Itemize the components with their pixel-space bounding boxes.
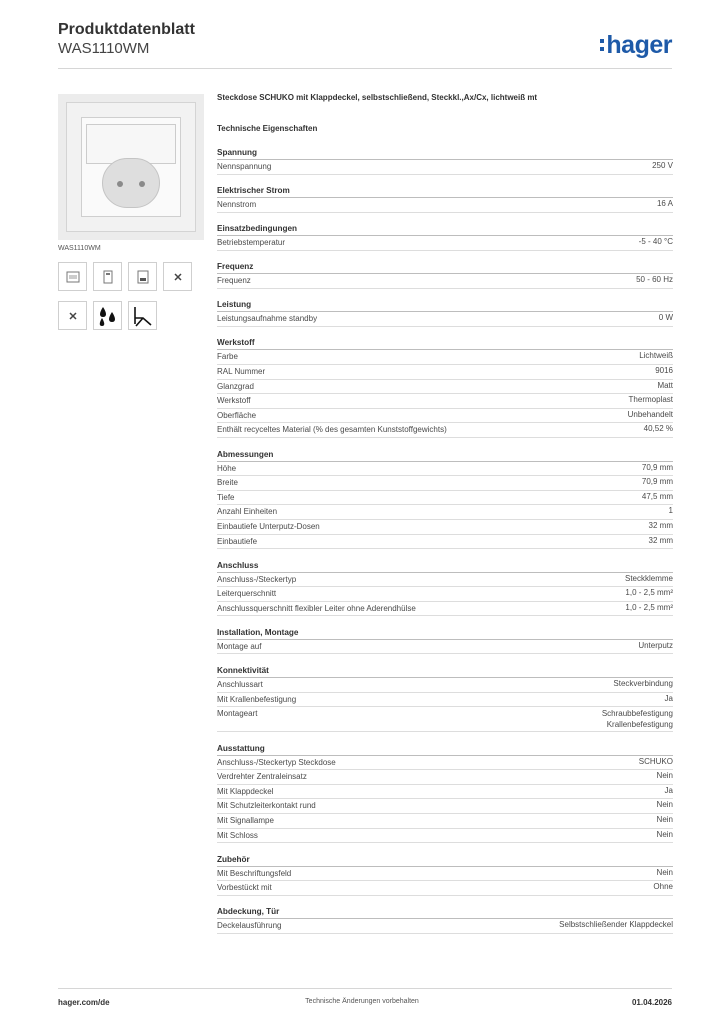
spec-value-line: 1 xyxy=(668,506,673,516)
section-title: Leistung xyxy=(217,299,673,312)
spec-label: Montage auf xyxy=(217,641,262,651)
spec-row xyxy=(217,380,673,395)
product-image xyxy=(58,94,204,240)
spec-label: Leistungsaufnahme standby xyxy=(217,314,318,324)
spec-row xyxy=(217,770,673,785)
spec-label: Deckelausführung xyxy=(217,921,282,931)
section-gap xyxy=(217,843,673,854)
technical-properties-heading: Technische Eigenschaften xyxy=(217,124,318,133)
spec-value-line: -5 - 40 °C xyxy=(638,237,673,247)
spec-value-line: SCHUKO xyxy=(638,756,673,766)
header-divider xyxy=(58,68,672,69)
spec-row xyxy=(217,365,673,380)
spec-row xyxy=(217,491,673,506)
footer-divider xyxy=(58,988,672,989)
spec-value-line: 0 W xyxy=(658,313,673,323)
spec-row xyxy=(217,505,673,520)
spec-label: Anschlussart xyxy=(217,679,263,689)
spec-label: Mit Klappdeckel xyxy=(217,786,274,796)
spec-row xyxy=(217,573,673,588)
product-description: Steckdose SCHUKO mit Klappdeckel, selbstschließend, Steckkl.,Ax/Cx, lichtweiß mt xyxy=(217,93,538,102)
section-title: Einsatzbedingungen xyxy=(217,223,673,236)
section-title: Zubehör xyxy=(217,854,673,867)
spec-value-line: Ja xyxy=(664,785,673,795)
spec-value xyxy=(652,160,673,171)
spec-value-line: Lichtweiß xyxy=(639,351,673,361)
section-title: Frequenz xyxy=(217,261,673,274)
section-gap xyxy=(217,732,673,743)
spec-label: Mit Beschriftungsfeld xyxy=(217,868,292,878)
section-gap xyxy=(217,654,673,665)
spec-row xyxy=(217,312,673,327)
spec-value-line: 32 mm xyxy=(648,535,673,545)
spec-value-line: Nein xyxy=(656,800,673,810)
spec-value-line: 250 V xyxy=(652,161,673,170)
spec-label: Vorbestückt mit xyxy=(217,883,272,893)
spec-label: Anschluss-/Steckertyp xyxy=(217,574,297,584)
plate-front-icon xyxy=(58,262,87,291)
spec-label: Einbautiefe Unterputz-Dosen xyxy=(217,521,320,531)
spec-value xyxy=(638,640,673,651)
spec-row xyxy=(217,409,673,424)
spec-value xyxy=(559,919,673,930)
spec-row xyxy=(217,587,673,602)
section-gap xyxy=(217,213,673,224)
hager-logo xyxy=(600,28,672,58)
section-gap xyxy=(217,896,673,907)
spec-label: Nennspannung xyxy=(217,162,272,171)
spec-value xyxy=(636,274,673,285)
section-gap xyxy=(217,549,673,560)
spec-label: Breite xyxy=(217,478,238,488)
section-title: Installation, Montage xyxy=(217,627,673,640)
spec-value xyxy=(657,814,673,825)
spec-row xyxy=(217,881,673,896)
section-gap xyxy=(217,175,673,186)
spec-label: Mit Schloss xyxy=(217,830,258,840)
spec-value xyxy=(625,602,673,613)
spec-row xyxy=(217,829,673,844)
spec-value-line: Steckverbindung xyxy=(613,678,673,688)
spec-value xyxy=(602,708,673,730)
spec-value xyxy=(625,587,673,598)
spec-value-line: Ohne xyxy=(653,882,673,892)
spec-value-line: Nein xyxy=(656,815,673,825)
spec-value-line: 70,9 mm xyxy=(641,477,673,487)
spec-row xyxy=(217,462,673,477)
spec-value xyxy=(669,505,673,516)
logo-dots xyxy=(600,39,604,51)
spec-value xyxy=(665,785,673,796)
spec-label: Mit Signallampe xyxy=(217,816,274,826)
spec-row xyxy=(217,476,673,491)
spec-row xyxy=(217,707,673,732)
section-gap xyxy=(217,289,673,300)
spec-label: Mit Krallenbefestigung xyxy=(217,694,297,704)
section-gap xyxy=(217,438,673,449)
section-title: Konnektivität xyxy=(217,665,673,678)
spec-value-line: Matt xyxy=(657,380,673,390)
spec-value xyxy=(628,409,673,420)
spec-value-line: Unbehandelt xyxy=(627,409,673,419)
spec-row xyxy=(217,535,673,550)
spec-label: Werkstoff xyxy=(217,396,251,406)
spec-row xyxy=(217,274,673,289)
spec-value xyxy=(625,573,673,584)
spec-label: Anschlussquerschnitt flexibler Leiter ohne Aderendhülse xyxy=(217,603,416,613)
spec-row xyxy=(217,423,673,438)
product-specifications xyxy=(217,93,673,934)
installation-symbol-icon xyxy=(128,301,157,330)
spec-value xyxy=(629,394,673,405)
spec-row xyxy=(217,756,673,771)
spec-value-line: 50 - 60 Hz xyxy=(636,275,673,285)
spec-label: Einbautiefe xyxy=(217,536,258,546)
schuko-socket xyxy=(102,158,160,208)
spec-label: Verdrehter Zentraleinsatz xyxy=(217,772,307,782)
spec-value xyxy=(639,756,673,767)
spec-label: Frequenz xyxy=(217,276,251,286)
spec-value-line: Ja xyxy=(664,693,673,703)
spec-row xyxy=(217,602,673,617)
spec-value xyxy=(649,535,673,546)
spec-row xyxy=(217,693,673,708)
socket-insert xyxy=(81,117,181,217)
spec-label: Tiefe xyxy=(217,492,235,502)
spec-label: Höhe xyxy=(217,463,237,473)
spec-label: Enthält recyceltes Material (% des gesamten Kunststoffgewichts) xyxy=(217,425,447,435)
spec-value xyxy=(642,476,673,487)
section-gap xyxy=(217,327,673,338)
image-caption: WAS1110WM xyxy=(58,245,101,252)
spec-row xyxy=(217,198,673,213)
water-drops-icon xyxy=(93,301,122,330)
spec-row xyxy=(217,785,673,800)
section-title: Elektrischer Strom xyxy=(217,185,673,198)
spec-row xyxy=(217,919,673,934)
socket-pin xyxy=(139,181,145,187)
spec-value-line: 1,0 - 2,5 mm² xyxy=(625,602,673,612)
spec-value-line: Selbstschließender Klappdeckel xyxy=(559,920,673,930)
spec-value-line: Nein xyxy=(656,771,673,781)
spec-value xyxy=(657,829,673,840)
spec-value-line: 9016 xyxy=(655,366,673,376)
product-number: WAS1110WM xyxy=(58,40,150,57)
spec-value-line: Schraubbefestigung xyxy=(601,709,673,719)
spec-value-line: Nein xyxy=(656,829,673,839)
spec-value-line: 47,5 mm xyxy=(641,491,673,501)
spec-value-line: Krallenbefestigung xyxy=(606,720,673,730)
section-gap xyxy=(217,251,673,262)
spec-row xyxy=(217,350,673,365)
spec-label: Betriebstemperatur xyxy=(217,238,286,248)
pictogram-row xyxy=(58,262,192,291)
spec-value-line: Nein xyxy=(656,867,673,877)
spec-label: Anzahl Einheiten xyxy=(217,507,278,517)
spec-value xyxy=(642,462,673,473)
section-title: Spannung xyxy=(217,147,673,160)
spec-value-line: 70,9 mm xyxy=(641,462,673,472)
spec-value xyxy=(653,881,673,892)
spec-label: Mit Schutzleiterkontakt rund xyxy=(217,801,316,811)
section-title: Abdeckung, Tür xyxy=(217,906,673,919)
spec-value xyxy=(655,365,673,376)
spec-row xyxy=(217,814,673,829)
spec-value xyxy=(639,350,673,361)
spec-row xyxy=(217,236,673,251)
spec-value-line: Thermoplast xyxy=(628,395,673,405)
spec-value xyxy=(657,799,673,810)
spec-value-line: 32 mm xyxy=(648,520,673,530)
socket-lid-icon xyxy=(128,262,157,291)
spec-sections xyxy=(217,147,673,934)
spec-value xyxy=(657,770,673,781)
spec-label: Glanzgrad xyxy=(217,381,254,391)
section-gap xyxy=(217,616,673,627)
cross-small-icon xyxy=(58,301,87,330)
spec-label: Anschluss-/Steckertyp Steckdose xyxy=(217,757,336,767)
footer-note: Technische Änderungen vorbehalten xyxy=(305,998,419,1005)
spec-row xyxy=(217,678,673,693)
spec-value xyxy=(657,867,673,878)
section-title: Ausstattung xyxy=(217,743,673,756)
spec-value-line: 40,52 % xyxy=(643,424,673,434)
spec-value xyxy=(657,198,673,209)
spec-label: Leiterquerschnitt xyxy=(217,589,277,599)
spec-row xyxy=(217,394,673,409)
spec-value-line: Unterputz xyxy=(638,640,673,650)
spec-row xyxy=(217,520,673,535)
spec-value xyxy=(649,520,673,531)
footer-date: 01.04.2026 xyxy=(631,998,672,1007)
spec-label: Montageart xyxy=(217,709,258,719)
spec-label: Nennstrom xyxy=(217,200,257,210)
spec-row xyxy=(217,867,673,882)
spec-value xyxy=(642,491,673,502)
section-title: Werkstoff xyxy=(217,337,673,350)
cover-plate xyxy=(66,102,196,232)
pictogram-row xyxy=(58,301,157,330)
spec-value xyxy=(657,380,673,391)
spec-value xyxy=(639,236,673,247)
spec-value xyxy=(659,312,673,323)
spec-value-line: Steckklemme xyxy=(624,573,673,583)
section-title: Abmessungen xyxy=(217,449,673,462)
socket-pin xyxy=(117,181,123,187)
spec-row xyxy=(217,799,673,814)
logo-text: hager xyxy=(606,31,672,59)
spec-value xyxy=(613,678,673,689)
spec-label: Oberfläche xyxy=(217,410,257,420)
cross-small-icon xyxy=(163,262,192,291)
spec-value xyxy=(644,423,673,434)
spec-value xyxy=(665,693,673,704)
spec-row xyxy=(217,160,673,175)
footer-website[interactable]: hager.com/de xyxy=(58,998,110,1007)
socket-outlet-icon xyxy=(93,262,122,291)
spec-label: RAL Nummer xyxy=(217,367,266,377)
spec-value-line: 16 A xyxy=(656,199,673,209)
section-title: Anschluss xyxy=(217,560,673,573)
spec-row xyxy=(217,640,673,655)
spec-label: Farbe xyxy=(217,352,238,362)
document-title: Produktdatenblatt xyxy=(58,21,195,38)
spec-value-line: 1,0 - 2,5 mm² xyxy=(625,588,673,598)
